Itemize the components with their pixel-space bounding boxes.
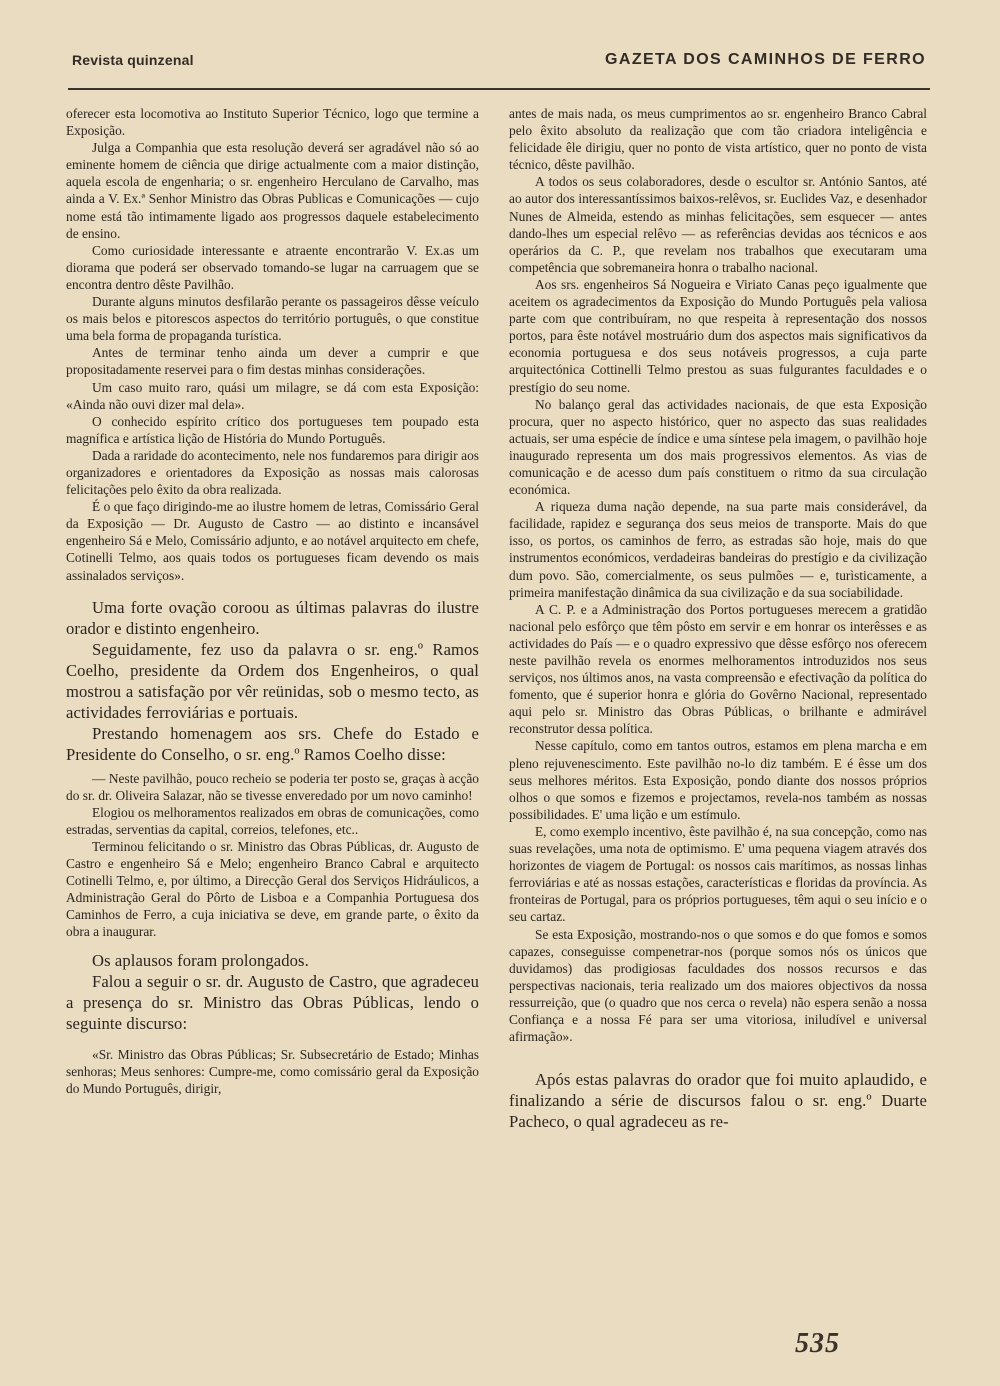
report-paragraph: Os aplausos foram prolongados. (92, 950, 309, 970)
speech-paragraph: «Sr. Ministro das Obras Públicas; Sr. Subsecretário de Estado; Minhas senhoras; Meus senhores: Cumpre-me, como comissário geral da Exposição do Mundo Português, dirigir, (66, 1046, 479, 1096)
paragraph: No balanço geral das actividades nacionais, de que esta Exposição procura, quer no aspecto histórico, quer no aspecto das suas realidades actuais, ser uma espécie de índice e uma síntese pela imagem, o pavilhão hoje inaugurado representa um dos mais progressivos elementos. As vias de comunicação e de acesso dum país constituem o ritmo da sua circulação económica. (509, 396, 927, 498)
paragraph: Se esta Exposição, mostrando-nos o que somos e do que fomos e somos capazes, conseguisse compenetrar-nos (porque somos nós os únicos que duvidamos) das prodigiosas faculdades dos nossos recursos e das perspectivas nacionais, teria realizado um dos maiores objectivos da nossa ressurreição, que (o quadro que nos cerca o revela) não espera senão a nossa Confiança e a nossa Fé para ser uma vitoriosa, iniludível e universal afirmação». (509, 926, 927, 1045)
running-header-right: GAZETA DOS CAMINHOS DE FERRO (605, 51, 926, 68)
paragraph: Julga a Companhia que esta resolução deverá ser agradável não só ao eminente homem de ciência que dirige actualmente com a maior distinção, aquela escola de engenharia; o sr. engenheiro Herculano de Carvalho, mas ainda a V. Ex.ª Senhor Ministro das Obras Publicas e Comunicações — cujo nome está tão intimamente ligado aos progressos daquele estabelecimento de ensino. (66, 140, 479, 241)
paragraph: A todos os seus colaboradores, desde o escultor sr. António Santos, até ao autor dos interessantíssimos baixos-relêvos, sr. Euclides Vaz, e desenhador Nunes de Almeida, estendo as minhas felicitações, sem esquecer — antes dando-lhes um especial relêvo — as referências devidas aos técnicos e aos operários da C. P., que revelam nos trabalhos que executaram uma competência que sobremaneira honra o trabalho nacional. (509, 174, 927, 275)
paragraph: oferecer esta locomotiva ao Instituto Superior Técnico, logo que termine a Exposição. (66, 106, 479, 139)
paragraph: Aos srs. engenheiros Sá Nogueira e Viriato Canas peço igualmente que aceitem os agradecimentos da Exposição do Mundo Português pela valiosa parte com que contribuíram, no que respeita à representação dos nossos portos, para êste notável mostruário dum dos aspectos mais significativos da economia portuguesa e dos seus notáveis progressos, a cuja parte arquitectónica Cottinelli Telmo prestou as suas fulgurantes faculdades e o prestígio do seu nome. (509, 276, 927, 395)
paragraph: antes de mais nada, os meus cumprimentos ao sr. engenheiro Branco Cabral pelo êxito absoluto da realização que com tão criadora inteligência e felicidade êle dirigiu, quer no ponto de vista artístico, quer no ponto de vista técnico, dêste pavilhão. (509, 106, 927, 173)
paragraph: E, como exemplo incentivo, êste pavilhão é, na sua concepção, como nas suas revelações, uma nota de optimismo. E' uma pequena viagem através dos horizontes de viagem de Portugal: os nossos cais marítimos, as nossas linhas ferroviárias e até as nossas estações, características e floridas da província. As fronteiras de Portugal, para os próprios portugueses, têm aqui o seu início e o seu cartaz. (509, 823, 927, 925)
paragraph: Durante alguns minutos desfilarão perante os passageiros dêsse veículo os mais belos e pitorescos aspectos do território português, o que constitue uma bela forma de propaganda turística. (66, 294, 479, 344)
right-column (509, 105, 927, 1132)
report-paragraph: Prestando homenagem aos srs. Chefe do Estado e Presidente do Conselho, o sr. eng.º Ramos Coelho disse: (66, 723, 479, 764)
report-paragraph: Após estas palavras do orador que foi muito aplaudido, e finalizando a série de discursos falou o sr. eng.º Duarte Pacheco, o qual agradeceu as re- (509, 1070, 927, 1132)
report-paragraph: Uma forte ovação coroou as últimas palavras do ilustre orador e distinto engenheiro. (66, 597, 479, 638)
paragraph: Nesse capítulo, como em tantos outros, estamos em plena marcha e em pleno rejuvenescimento. Este pavilhão no-lo diz também. E é êsse um dos seus melhores méritos. Esta Exposição, pondo diante dos nossos próprios olhos o que somos e fizemos e projectamos, revela-nos também as nossas possibilidades. E' uma lição e um estímulo. (509, 738, 927, 822)
page-number: 535 (795, 1328, 840, 1359)
paragraph: Como curiosidade interessante e atraente encontrarão V. Ex.as um diorama que poderá ser observado tomando-se lugar na carruagem que se encontra dentro dêste Pavilhão. (66, 242, 479, 292)
paragraph: Terminou felicitando o sr. Ministro das Obras Públicas, dr. Augusto de Castro e engenheiro Sá e Melo; engenheiro Branco Cabral e arquitecto Cotinelli Telmo, e, por último, a Direcção Geral dos Serviços Hidráulicos, a Administração Geral do Pôrto de Lisboa e a Companhia Portuguesa dos Caminhos de Ferro, a cuja iniciativa se deve, em grande parte, o êxito da obra a inaugurar. (66, 839, 479, 940)
paragraph: Elogiou os melhoramentos realizados em obras de comunicações, como estradas, serventias da capital, correios, telefones, etc.. (66, 804, 479, 837)
quote-paragraph: — Neste pavilhão, pouco recheio se poderia ter posto se, graças à acção do sr. dr. Oliveira Salazar, não se tivesse enveredado por um novo caminho! (66, 770, 479, 803)
paragraph: O conhecido espírito crítico dos portugueses tem poupado esta magnífica e artística lição de História do Mundo Português. (66, 413, 479, 446)
report-paragraph: Falou a seguir o sr. dr. Augusto de Castro, que agradeceu a presença do sr. Ministro das Obras Públicas, lendo o seguinte discurso: (66, 971, 479, 1033)
paragraph: Dada a raridade do acontecimento, nele nos fundaremos para dirigir aos organizadores e orientadores da Exposição as nossas mais calorosas felicitações pelo êxito da obra realizada. (66, 447, 479, 498)
paragraph: A riqueza duma nação depende, na sua parte mais considerável, da facilidade, rapidez e segurança dos seus meios de transporte. Mais do que isso, os portos, os caminhos de ferro, as estradas são hoje, mais do que instrumentos económicos, verdadeiras bandeiras do prestígio e da civilização dum povo. São, comercialmente, os seus pulmões — e, turìsticamente, a primeira manifestação dinâmica da sua civilização e da sua sociabilidade. (509, 499, 927, 600)
left-column (66, 105, 479, 1097)
report-paragraph: Seguidamente, fez uso da palavra o sr. eng.º Ramos Coelho, presidente da Ordem dos Engenheiros, o qual mostrou a satisfação por vêr reünidas, sob o mesmo tecto, as actividades ferroviárias e portuais. (66, 639, 479, 722)
paragraph: A C. P. e a Administração dos Portos portugueses merecem a gratidão nacional pelo esfôrço que têm pôsto em servir e em honrar os interêsses e as actividades do País — e o quadro expressivo que dêsse esfôrço nos oferecem neste pavilhão revela os enormes melhoramentos introduzidos nos seus serviços, nos últimos anos, na vasta compreensão e efectivação da política do fomento, que é superior honra e glória do Govêrno Nacional, representado aqui pelo sr. Ministro das Obras Públicas, o brilhante e admirável reconstrutor dessa política. (509, 601, 927, 737)
running-header-left: Revista quinzenal (72, 52, 194, 68)
paragraph: Antes de terminar tenho ainda um dever a cumprir e que propositadamente reservei para o fim destas minhas considerações. (66, 345, 479, 378)
header-rule (68, 88, 930, 90)
paragraph: Um caso muito raro, quási um milagre, se dá com esta Exposição: «Ainda não ouvi dizer mal dela». (66, 379, 479, 412)
paragraph: É o que faço dirigindo-me ao ilustre homem de letras, Comissário Geral da Exposição — Dr. Augusto de Castro — ao distinto e incansável engenheiro Sá e Melo, Comissário adjunto, e ao notável arquitecto em chefe, Cotinelli Telmo, aos quais todos os portugueses ficam devendo os mais assinalados serviços». (66, 499, 479, 583)
